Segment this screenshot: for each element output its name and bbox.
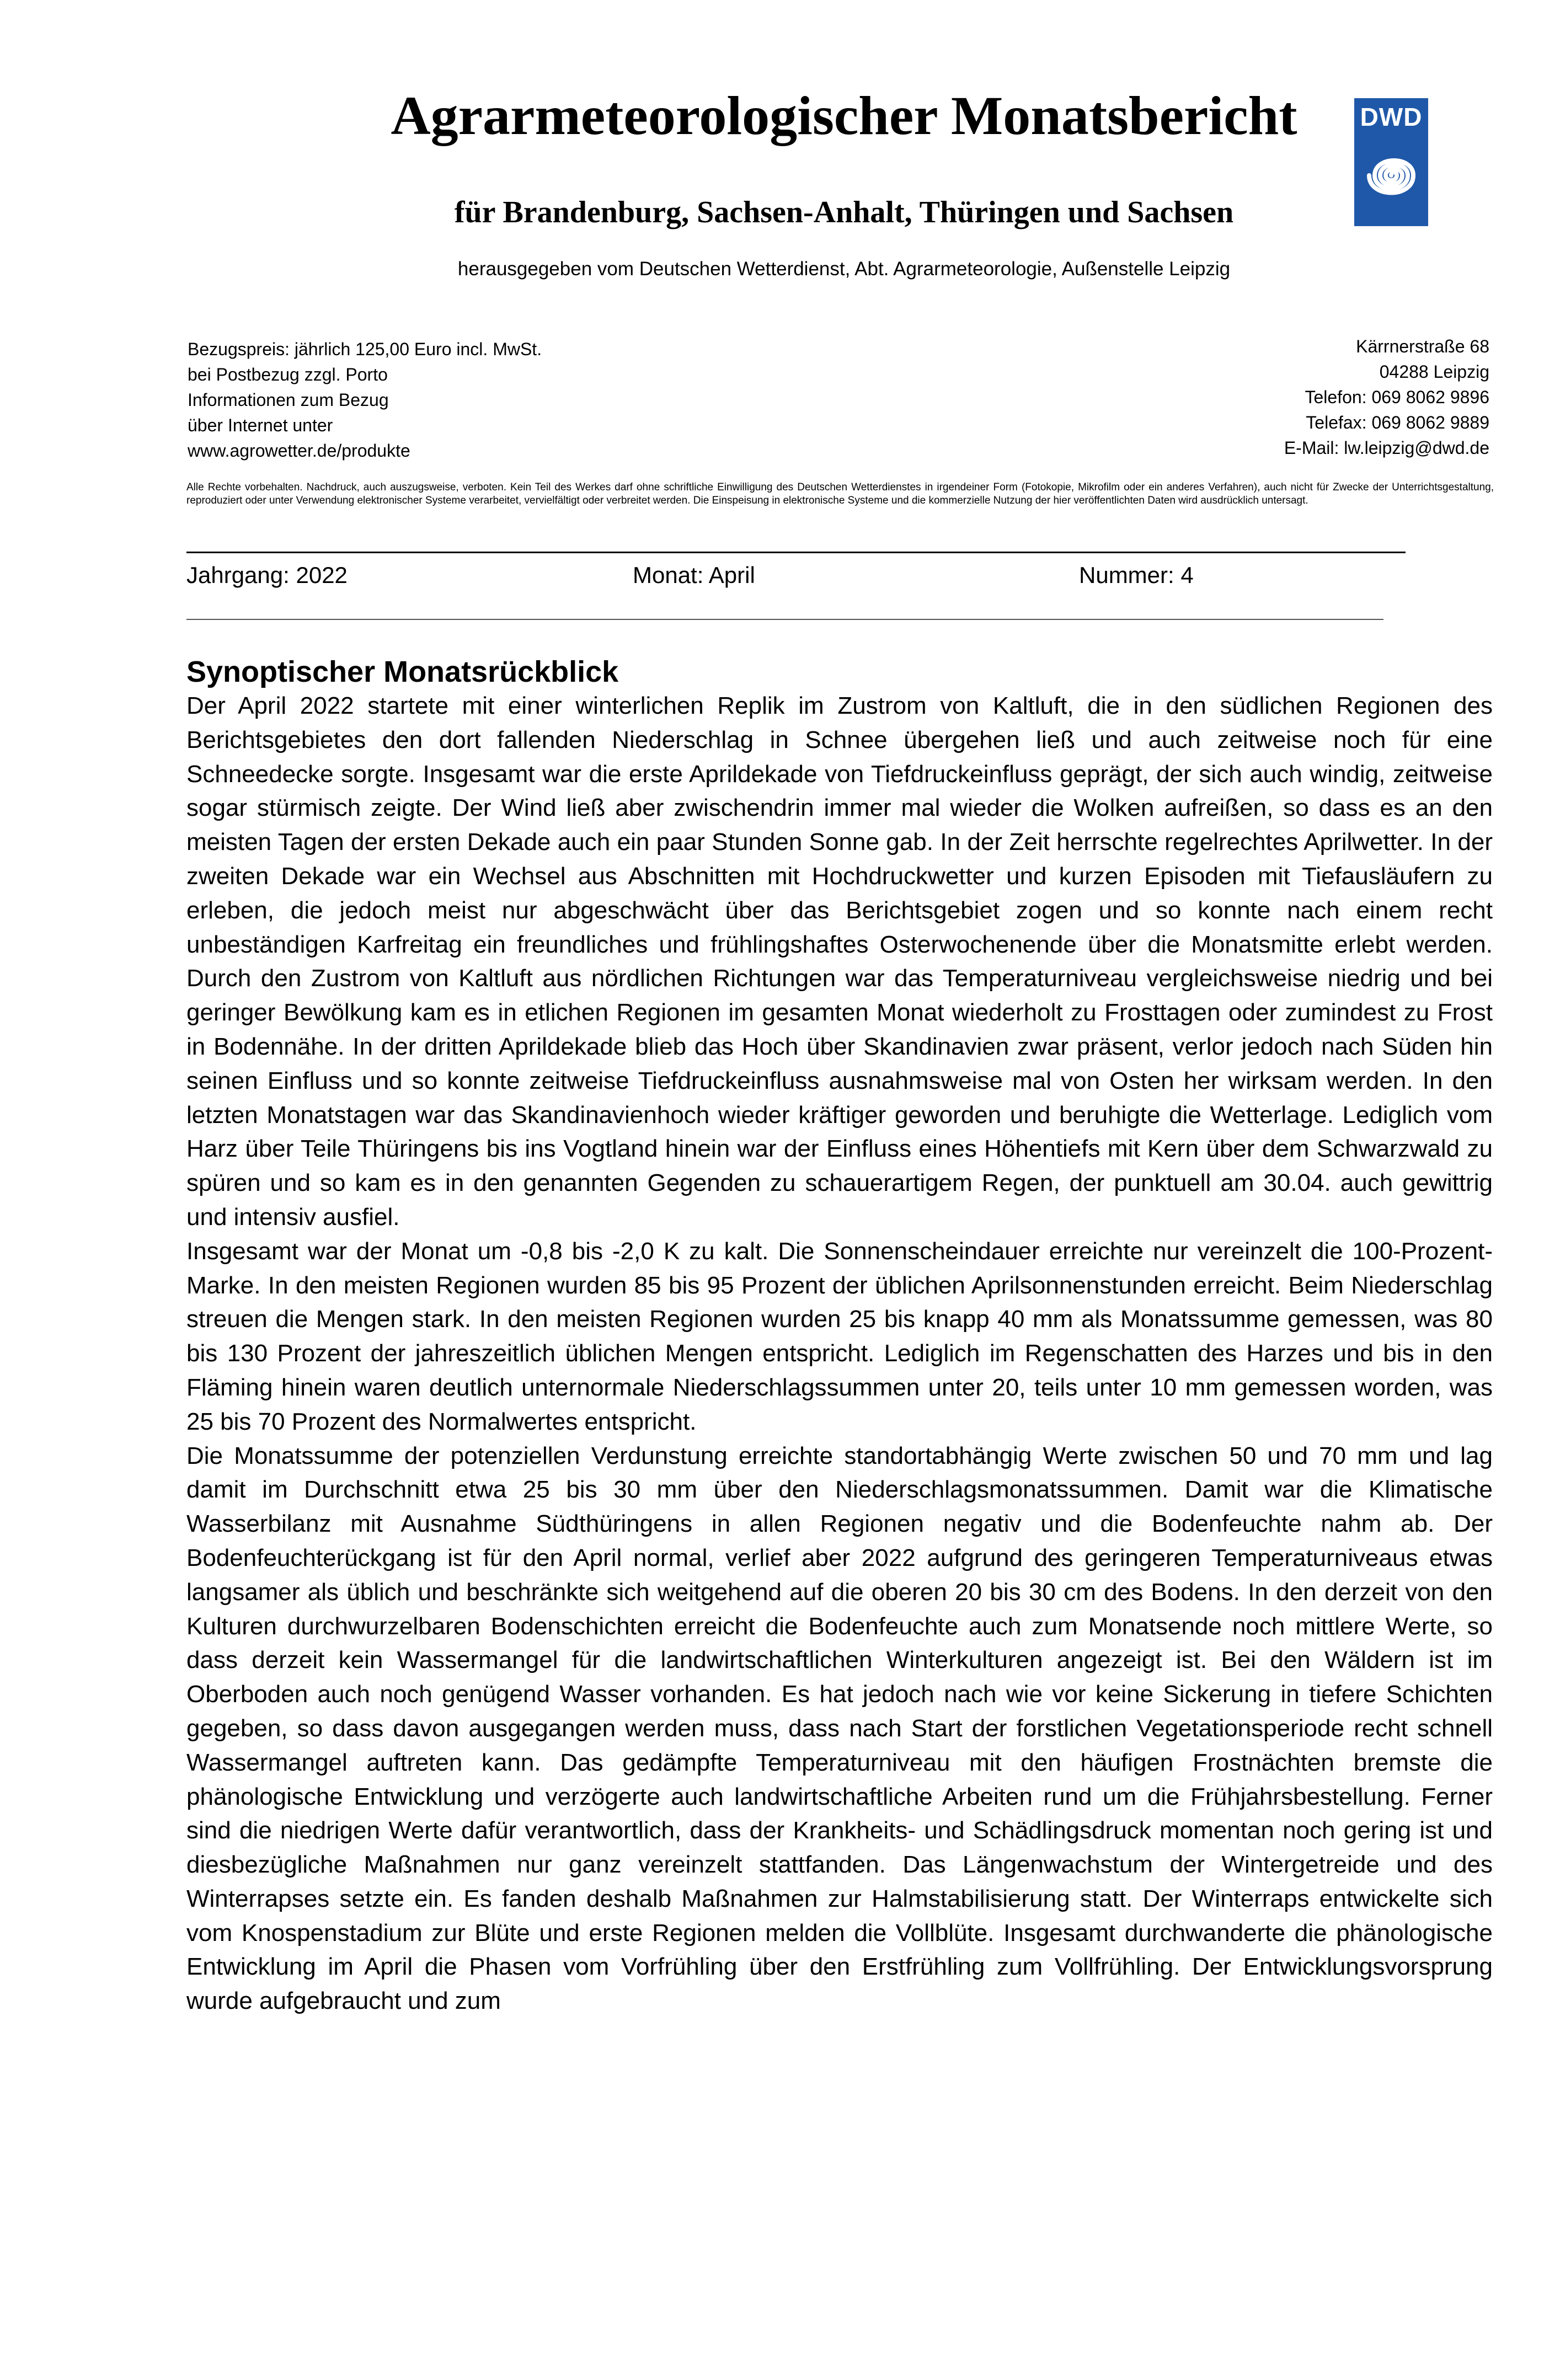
subscription-price: Bezugspreis: jährlich 125,00 Euro incl. MwSt. [188, 339, 542, 359]
contact-email[interactable]: E-Mail: lw.leipzig@dwd.de [1284, 438, 1489, 458]
publisher-line: herausgegeben vom Deutschen Wetterdienst, Abt. Agrarmeteorologie, Außenstelle Leipzig [457, 258, 1231, 280]
contact-fax: Telefax: 069 8062 9889 [1306, 413, 1489, 432]
dwd-logo-text: DWD [1360, 103, 1423, 131]
subscription-info-label: Informationen zum Bezug [188, 390, 389, 410]
contact-city: 04288 Leipzig [1379, 362, 1489, 382]
subscription-url[interactable]: www.agrowetter.de/produkte [188, 441, 410, 461]
report-title: Agrarmeteorologischer Monatsbericht [391, 85, 1297, 146]
rights-notice: Alle Rechte vorbehalten. Nachdruck, auch auszugsweise, verboten. Kein Teil des Werkes darf ohne schriftliche Einwilligung des Deutschen Wetterdienstes in irgendeiner Form (Fotokopie, Mikrofilm oder ein anderes Verfahren), auch nicht für Zwecke der Unterrichtsgestaltung, reproduziert oder unter Verwendung elektronischer Systeme verarbeitet, vervielfältigt oder verbreitet werden. Die Einspeisung in elektronische Systeme und die kommerzielle Nutzung der hier veröffentlichten Daten wird ausdrücklich untersagt. [186, 482, 1494, 506]
subscription-internet: über Internet unter [188, 415, 333, 435]
contact-phone: Telefon: 069 8062 9896 [1305, 387, 1489, 407]
section-heading: Synoptischer Monatsrückblick [186, 655, 619, 688]
report-body [186, 689, 1493, 2018]
divider-bottom [186, 619, 1383, 620]
spiral-icon [1360, 142, 1423, 208]
subscription-postage: bei Postbezug zzgl. Porto [188, 365, 388, 384]
issue-jahrgang: Jahrgang: 2022 [186, 562, 348, 588]
contact-info [1103, 334, 1489, 461]
paragraph-synopsis: Der April 2022 startete mit einer winterlichen Replik im Zustrom von Kaltluft, die in den südlichen Regionen des Berichtsgebietes den dort fallenden Niederschlag in Schnee übergehen ließ und auch zeitweise noch für eine Schneedecke sorgte. Insgesamt war die erste Aprildekade von Tiefdruckeinfluss geprägt, der sich auch windig, zeitweise sogar stürmisch zeigte. Der Wind ließ aber zwischendrin immer mal wieder die Wolken aufreißen, so dass es an den meisten Tagen der ersten Dekade auch ein paar Stunden Sonne gab. In der Zeit herrschte regelrechtes Aprilwetter. In der zweiten Dekade war ein Wechsel aus Abschnitten mit Hochdruckwetter und kurzen Episoden mit Tiefausläufern zu erleben, die jedoch meist nur abgeschwächt über das Berichtsgebiet zogen und so konnte nach einem recht unbeständigen Karfreitag ein freundliches und frühlingshaftes Osterwochenende über die Monatsmitte erlebt werden. Durch den Zustrom von Kaltluft aus nördlichen Richtungen war das Temperaturniveau vergleichsweise niedrig und bei geringer Bewölkung kam es in etlichen Regionen im gesamten Monat wiederholt zu Frosttagen oder zumindest zu Frost in Bodennähe. In der dritten Aprildekade blieb das Hoch über Skandinavien zwar präsent, verlor jedoch nach Süden hin seinen Einfluss und so konnte zeitweise Tiefdruckeinfluss ausnahmsweise mal von Osten her wirksam werden. In den letzten Monatstagen war das Skandinavienhoch wieder kräftiger geworden und beruhigte die Wetterlage. Lediglich vom Harz über Teile Thüringens bis ins Vogtland hinein war der Einfluss eines Höhentiefs mit Kern über dem Schwarzwald zu spüren und so kam es in den genannten Gegenden zu schauerartigem Regen, der punktuell am 30.04. auch gewittrig und intensiv ausfiel. [186, 692, 1493, 1231]
issue-monat: Monat: April [633, 562, 755, 588]
dwd-logo [1354, 98, 1428, 226]
contact-street: Kärrnerstraße 68 [1356, 336, 1489, 356]
report-subtitle: für Brandenburg, Sachsen-Anhalt, Thüringen und Sachsen [454, 195, 1234, 229]
issue-nummer: Nummer: 4 [1079, 562, 1194, 588]
subscription-info [188, 336, 542, 463]
paragraph-temperature-precipitation: Insgesamt war der Monat um -0,8 bis -2,0 K zu kalt. Die Sonnenscheindauer erreichte nur vereinzelt die 100-Prozent-Marke. In den meisten Regionen wurden 85 bis 95 Prozent der üblichen Aprilsonnenstunden erreicht. Beim Niederschlag streuen die Mengen stark. In den meisten Regionen wurden 25 bis knapp 40 mm als Monatssumme gemessen, was 80 bis 130 Prozent der jahreszeitlich üblichen Mengen entspricht. Lediglich im Regenschatten des Harzes und bis in den Fläming hinein waren deutlich unternormale Niederschlagssummen unter 20, teils unter 10 mm gemessen worden, was 25 bis 70 Prozent des Normalwertes entspricht. [186, 1237, 1493, 1435]
paragraph-evaporation-phenology: Die Monatssumme der potenziellen Verdunstung erreichte standortabhängig Werte zwischen 50 und 70 mm und lag damit im Durchschnitt etwa 25 bis 30 mm über den Niederschlagsmonatssummen. Damit war die Klimatische Wasserbilanz mit Ausnahme Südthüringens in allen Regionen negativ und die Bodenfeuchte nahm ab. Der Bodenfeuchterückgang ist für den April normal, verlief aber 2022 aufgrund des geringeren Temperaturniveaus etwas langsamer als üblich und beschränkte sich weitgehend auf die oberen 20 bis 30 cm des Bodens. In den derzeit von den Kulturen durchwurzelbaren Bodenschichten erreicht die Bodenfeuchte auch zum Monatsende noch mittlere Werte, so dass derzeit kein Wassermangel für die landwirtschaftlichen Winterkulturen angezeigt ist. Bei den Wäldern ist im Oberboden auch noch genügend Wasser vorhanden. Es hat jedoch nach wie vor keine Sickerung in tiefere Schichten gegeben, so dass davon ausgegangen werden muss, dass nach Start der forstlichen Vegetationsperiode recht schnell Wassermangel auftreten kann. Das gedämpfte Temperaturniveau mit den häufigen Frostnächten bremste die phänologische Entwicklung und verzögerte auch landwirtschaftliche Arbeiten rund um die Frühjahrsbestellung. Ferner sind die niedrigen Werte dafür verantwortlich, dass der Krankheits- und Schädlingsdruck momentan noch gering ist und diesbezügliche Maßnahmen nur ganz vereinzelt stattfanden. Das Längenwachstum der Wintergetreide und des Winterrapses setzte ein. Es fanden deshalb Maßnahmen zur Halmstabilisierung statt. Der Winterraps entwickelte sich vom Knospenstadium zur Blüte und erste Regionen melden die Vollblüte. Insgesamt durchwanderte die phänologische Entwicklung im April die Phasen vom Vorfrühling über den Erstfrühling zum Vollfrühling. Der Entwicklungsvorsprung wurde aufgebraucht und zum [186, 1442, 1493, 2015]
divider-top [186, 552, 1406, 553]
